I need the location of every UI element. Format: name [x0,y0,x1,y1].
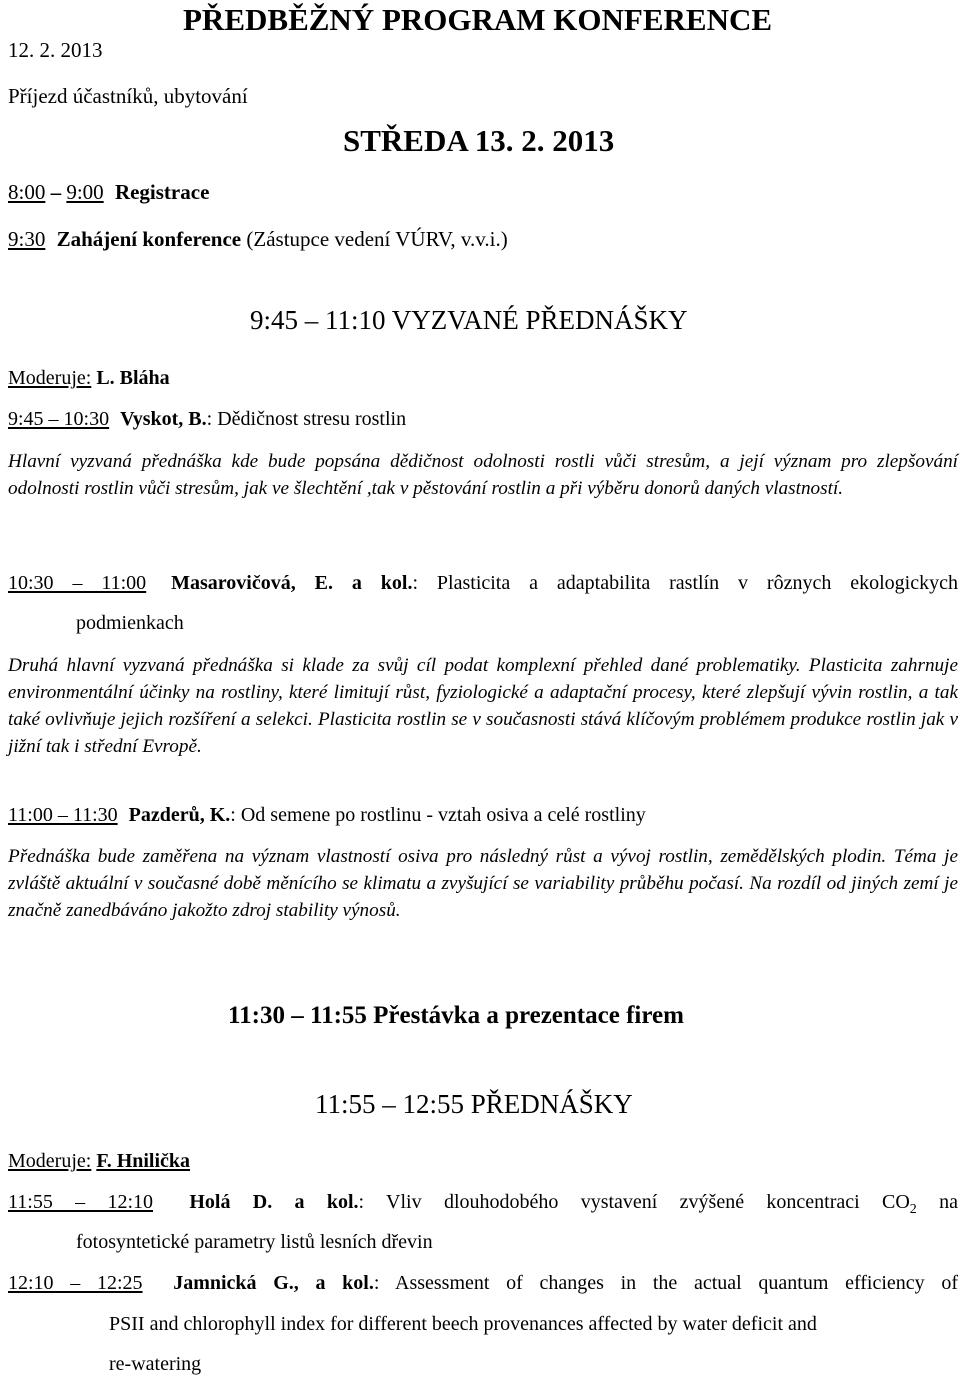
talk1-time: 9:45 – 10:30 [8,408,110,430]
opening-label: Zahájení konference [56,227,242,251]
opening-row [8,227,508,252]
block1-heading: 9:45 – 11:10 VYZVANÉ PŘEDNÁŠKY [250,305,688,335]
talk1-abstract: Hlavní vyzvaná přednáška kde bude popsána dědičnost odolnosti rostli vůči stresům, a její význam pro zlepšování odolnosti rostlin vůči stresům, jak ve šlechtění ,tak v pěstování rostlin a při výběru donorů daných vlastností. [8,451,958,499]
block2-moderator [8,1150,190,1173]
talk2-row [8,572,958,595]
talk4-row [8,1191,958,1218]
talk5-speaker: Jamnická G., a kol. [173,1272,374,1294]
opening-time: 9:30 [8,227,46,251]
block1-moderator [8,367,170,390]
talk5-title-cont2: re-watering [109,1353,202,1375]
registration-label: Registrace [114,180,210,204]
talk3-time: 11:00 – 11:30 [8,804,118,826]
block2-moderator-name: F. Hnilička [96,1150,191,1172]
talk5-row [8,1272,958,1295]
talk5-time: 12:10 – 12:25 [8,1272,143,1294]
talk2-title-cont: podmienkach [76,612,184,634]
talk4-title-after: na [916,1191,958,1213]
talk1-row [8,408,406,431]
registration-time-start: 8:00 [8,180,46,204]
block1-moderator-prefix: Moderuje: [8,367,92,389]
talk2-time: 10:30 – 11:00 [8,572,147,594]
talk1-speaker: Vyskot, B. [120,408,207,430]
talk4-title-cont: fotosyntetické parametry listů lesních dřevin [76,1231,433,1253]
talk4-time: 11:55 – 12:10 [8,1191,154,1213]
talk4-title: : Vliv dlouhodobého vystavení zvýšené koncentraci CO [358,1191,910,1213]
block2-heading: 11:55 – 12:55 PŘEDNÁŠKY [315,1089,633,1119]
talk4-speaker: Holá D. a kol. [189,1191,359,1213]
opening-note: (Zástupce vedení VÚRV, v.v.i.) [246,227,508,251]
talk2-abstract: Druhá hlavní vyzvaná přednáška si klade za svůj cíl podat komplexní přehled dané problematiky. Plasticita zahrnuje environmentální účinky na rostliny, které limitují růst, fyziologické a adaptační procesy, které zlepšují vývin rostlin, a tak také ovlivňuje jejich rozšíření a selekci. Plasticita rostlin se v současnosti stává klíčovým problémem produkce rostlin jak v jižní tak i střední Evropě. [8,655,958,757]
day-title: STŘEDA 13. 2. 2013 [343,123,615,158]
talk2-title: : Plasticita a adaptabilita rastlín v rôznych ekologickych [412,572,958,594]
registration-row [8,180,209,205]
talk2-speaker: Masarovičová, E. a kol. [171,572,413,594]
block2-moderator-prefix: Moderuje: [8,1150,92,1172]
page-title: PŘEDBĚŽNÝ PROGRAM KONFERENCE [183,2,773,37]
talk3-title: : Od semene po rostlinu - vztah osiva a celé rostliny [230,804,646,826]
talk4-subscript: 2 [909,1202,917,1217]
arrival-text: Příjezd účastníků, ubytování [8,84,248,108]
break-heading: 11:30 – 11:55 Přestávka a prezentace firem [228,1002,684,1029]
registration-dash: – [50,180,62,204]
block1-moderator-name: L. Bláha [96,367,170,389]
talk3-row [8,804,646,827]
date-arrival: 12. 2. 2013 [8,38,103,62]
talk3-abstract: Přednáška bude zaměřena na význam vlastností osiva pro následný růst a vývoj rostlin, zemědělských plodin. Téma je zvláště aktuální v současné době měnícího se klimatu a zvyšující se variability průběhu počasí. Na rozdíl od jiných zemí je značně zanedbáváno jakožto zdroj stability výnosů. [8,846,958,921]
talk3-speaker: Pazderů, K. [128,804,231,826]
talk1-title: : Dědičnost stresu rostlin [206,408,407,430]
talk5-title-cont1: PSII and chlorophyll index for different beech provenances affected by water deficit and [109,1313,817,1335]
registration-time-end: 9:00 [66,180,104,204]
talk5-title: : Assessment of changes in the actual quantum efficiency of [373,1272,959,1294]
